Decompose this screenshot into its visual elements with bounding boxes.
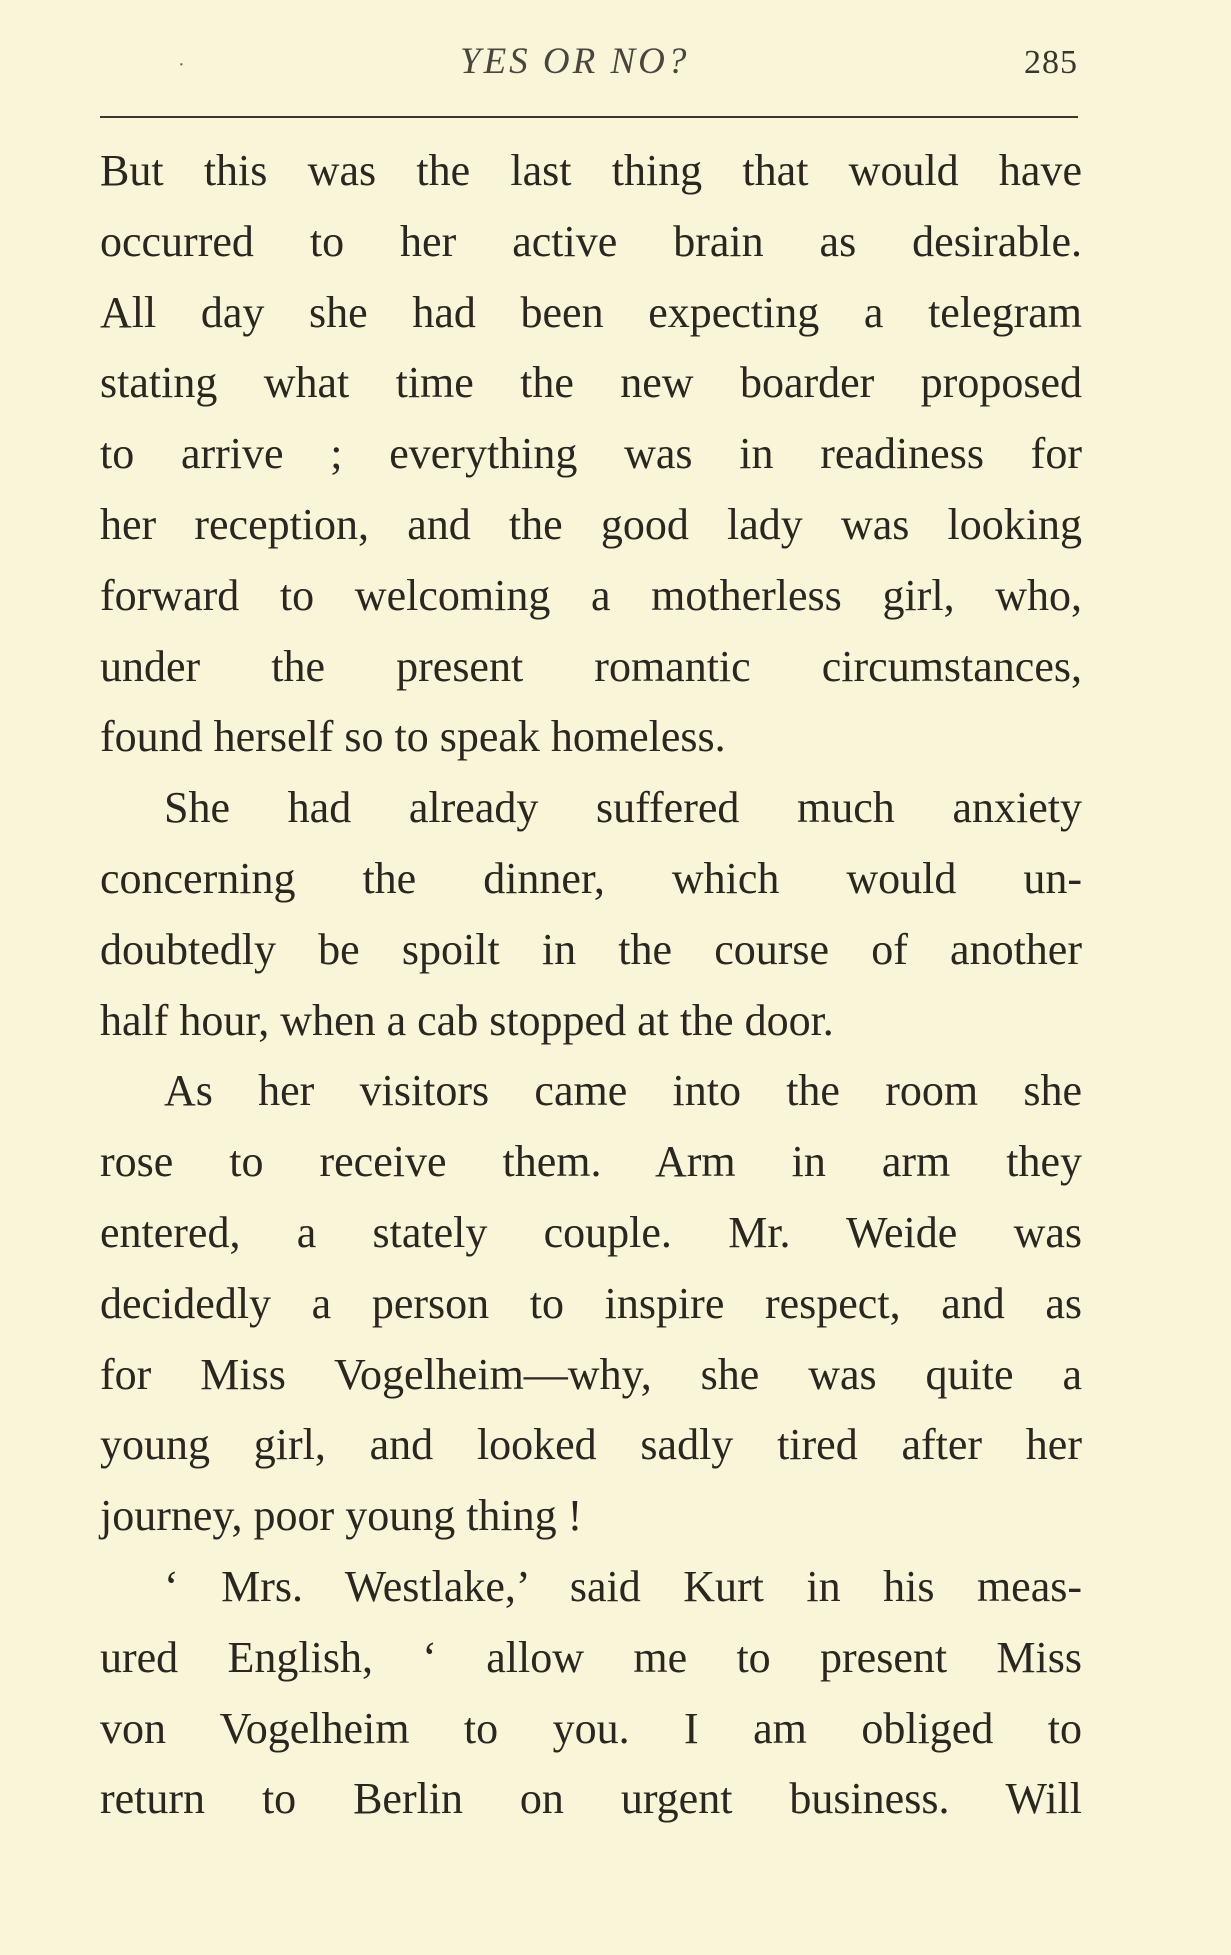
- text-line: occurred to her active brain as desirable.: [100, 216, 1082, 266]
- text-line: doubtedly be spoilt in the course of another: [100, 924, 1082, 974]
- text-line: All day she had been expecting a telegram: [100, 287, 1082, 337]
- text-line: half hour, when a cab stopped at the door.: [100, 995, 834, 1045]
- text-line: under the present romantic circumstances,: [100, 641, 1082, 691]
- text-line: found herself so to speak homeless.: [100, 712, 726, 762]
- text-line: entered, a stately couple. Mr. Weide was: [100, 1207, 1082, 1257]
- text-line: She had already suffered much anxiety: [164, 783, 1082, 833]
- page-number: 285: [1024, 44, 1078, 81]
- body-text: [100, 136, 1082, 1835]
- text-line: return to Berlin on urgent business. Will: [100, 1774, 1082, 1824]
- header-rule: [100, 116, 1078, 118]
- text-line: rose to receive them. Arm in arm they: [100, 1137, 1082, 1187]
- text-line: her reception, and the good lady was looking: [100, 499, 1082, 549]
- text-line: decidedly a person to inspire respect, and as: [100, 1278, 1082, 1328]
- text-line: But this was the last thing that would have: [100, 146, 1082, 195]
- text-line: ured English, ‘ allow me to present Miss: [100, 1632, 1082, 1682]
- text-line: for Miss Vogelheim—why, she was quite a: [100, 1349, 1082, 1399]
- text-line: young girl, and looked sadly tired after her: [100, 1420, 1082, 1470]
- header-mark: ·: [178, 54, 185, 76]
- running-title: YES OR NO?: [460, 41, 690, 82]
- text-line: to arrive ; everything was in readiness for: [100, 429, 1082, 479]
- text-line: ‘ Mrs. Westlake,’ said Kurt in his meas-: [164, 1561, 1082, 1611]
- text-line: forward to welcoming a motherless girl, who,: [100, 570, 1082, 620]
- text-line: von Vogelheim to you. I am obliged to: [100, 1703, 1082, 1753]
- text-line: stating what time the new boarder proposed: [100, 358, 1082, 408]
- page-header: [100, 40, 1078, 100]
- text-line: journey, poor young thing !: [100, 1491, 583, 1541]
- text-line: concerning the dinner, which would un-: [100, 853, 1082, 903]
- text-line: As her visitors came into the room she: [164, 1066, 1082, 1116]
